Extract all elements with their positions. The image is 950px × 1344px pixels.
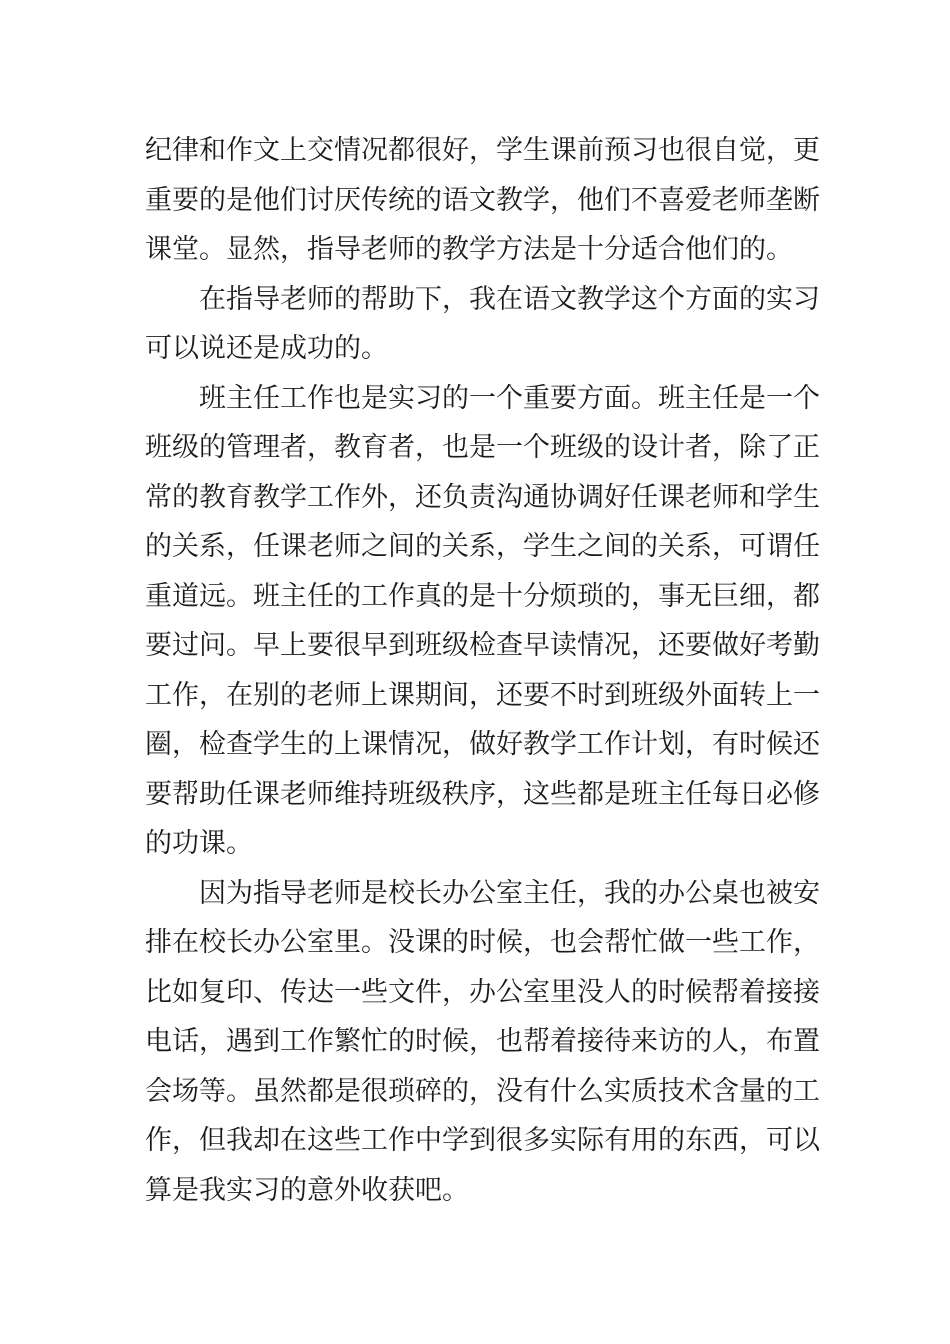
paragraph-4-line-7: 算是我实习的意外收获吧。 xyxy=(145,1174,469,1206)
paragraph-3-line-5: 重道远。班主任的工作真的是十分烦琐的，事无巨细，都 xyxy=(145,580,820,612)
paragraph-3-line-9: 要帮助任课老师维持班级秩序，这些都是班主任每日必修 xyxy=(145,778,820,810)
paragraph-4-line-5: 会场等。虽然都是很琐碎的，没有什么实质技术含量的工 xyxy=(145,1075,820,1107)
paragraph-3-line-3: 常的教育教学工作外，还负责沟通协调好任课老师和学生 xyxy=(145,481,820,513)
paragraph-1-line-2: 重要的是他们讨厌传统的语文教学，他们不喜爱老师垄断 xyxy=(145,184,820,216)
paragraph-4-line-2: 排在校长办公室里。没课的时候，也会帮忙做一些工作， xyxy=(145,927,820,958)
paragraph-4-line-3: 比如复印、传达一些文件，办公室里没人的时候帮着接接 xyxy=(145,976,820,1008)
paragraph-3-line-8: 圈，检查学生的上课情况，做好教学工作计划，有时候还 xyxy=(145,729,820,760)
paragraph-4-line-4: 电话，遇到工作繁忙的时候，也帮着接待来访的人，布置 xyxy=(145,1026,820,1057)
paragraph-1-line-1: 纪律和作文上交情况都很好，学生课前预习也很自觉，更 xyxy=(145,135,820,166)
paragraph-3-line-7: 工作，在别的老师上课期间，还要不时到班级外面转上一 xyxy=(145,679,820,711)
paragraph-2-line-1: 在指导老师的帮助下，我在语文教学这个方面的实习 xyxy=(199,283,820,315)
paragraph-3-line-10: 的功课。 xyxy=(145,828,253,859)
paragraph-3-line-1: 班主任工作也是实习的一个重要方面。班主任是一个 xyxy=(199,382,820,414)
paragraph-2-line-2: 可以说还是成功的。 xyxy=(145,333,388,364)
paragraph-3-line-4: 的关系，任课老师之间的关系，学生之间的关系，可谓任 xyxy=(145,531,820,562)
body-text xyxy=(145,126,820,1215)
paragraph-1-line-3: 课堂。显然，指导老师的教学方法是十分适合他们的。 xyxy=(145,234,793,265)
paragraph-3-line-6: 要过问。早上要很早到班级检查早读情况，还要做好考勤 xyxy=(145,630,820,661)
paragraph-4-line-1: 因为指导老师是校长办公室主任，我的办公桌也被安 xyxy=(199,877,820,909)
paragraph-3-line-2: 班级的管理者，教育者，也是一个班级的设计者，除了正 xyxy=(145,432,820,463)
paragraph-4-line-6: 作，但我却在这些工作中学到很多实际有用的东西，可以 xyxy=(145,1125,820,1156)
